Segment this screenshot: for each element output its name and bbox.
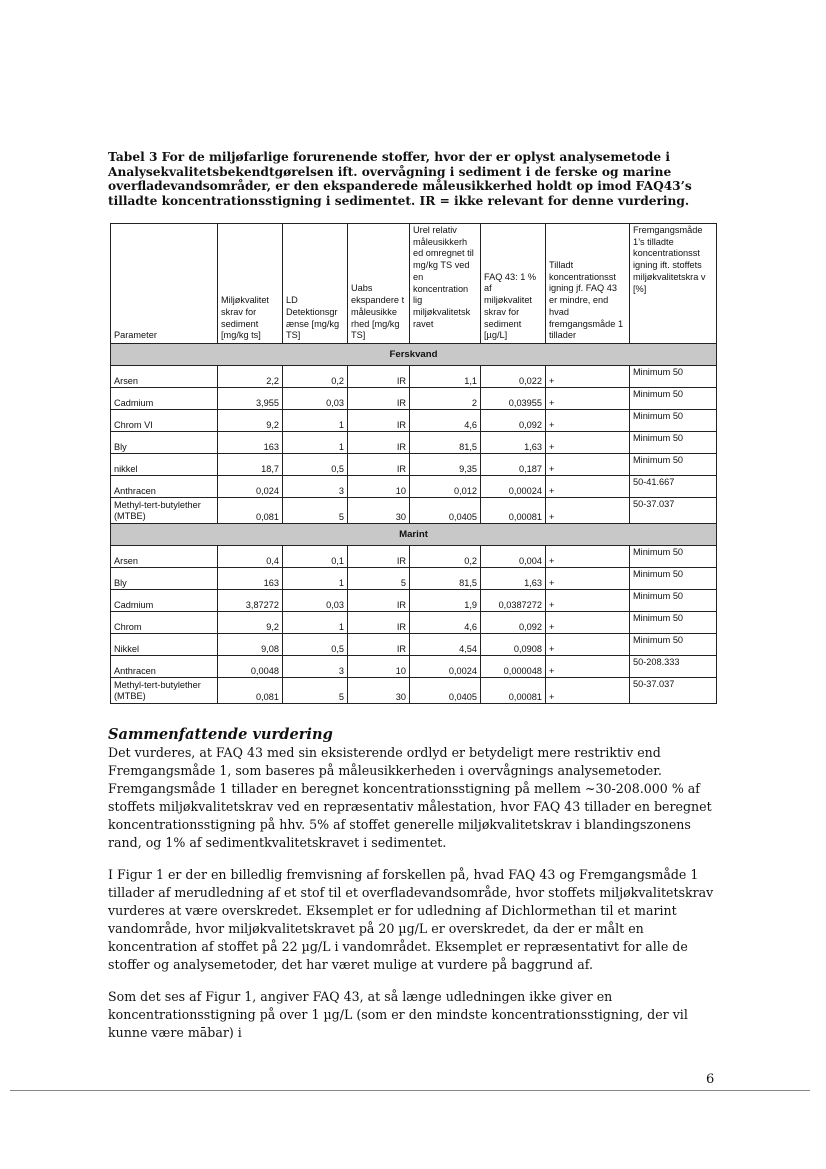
cell-parameter: Bly (111, 568, 218, 590)
paragraph-1: Det vurderes, at FAQ 43 med sin eksisterende ordlyd er betydeligt mere restriktiv end Fremgangsmåde 1, som baseres på måleusikkerheden i overvågnings analysemetoder. Fremgangsmåde 1 tillader en beregnet koncentrationsstigning på mellem ~30-208.000 % af stoffets miljøkvalitetskrav ved en repræsentativ målestation, hvor FAQ 43 tillader en beregnet koncentrationsstigning på hhv. 5% af stoffet generelle miljøkvalitetskrav i blandingszonens rand, og 1% af sedimentkvalitetskravet i sedimentet. (108, 745, 712, 850)
cell-uabs: IR (348, 612, 410, 634)
cell-detektionsgraense: 3 (283, 476, 348, 498)
table-row (111, 410, 717, 432)
cell-faq43: 0,004 (481, 546, 546, 568)
cell-miljokvalitetskrav: 2,2 (218, 366, 283, 388)
cell-detektionsgraense: 0,2 (283, 366, 348, 388)
section-row-marine (111, 524, 717, 546)
cell-fremgangsmaade: Minimum 50 (630, 546, 717, 568)
footer-divider (10, 1090, 810, 1091)
paragraph-2: I Figur 1 er der en billedlig fremvisning af forskellen på, hvad FAQ 43 og Fremgangsmåde 1 tillader af merudledning af et stof til et overfladevandsområde, hvor stoffets miljøkvalitetskrav vurderes at være overskredet. Eksemplet er for udledning af Dichlormethan til et marint vandområde, hvor miljøkvalitetskravet på 20 µg/L er overskredet, da der er målt en koncentration af stoffet på 22 µg/L i vandområdet. Eksemplet er repræsentativt for alle de stoffer og analysemetoder, det har været mulige at vurdere på baggrund af. (108, 867, 714, 972)
cell-faq43: 1,63 (481, 432, 546, 454)
section-heading: Sammenfattende vurdering (108, 726, 333, 743)
cell-uabs: IR (348, 410, 410, 432)
cell-fremgangsmaade: Minimum 50 (630, 634, 717, 656)
header-detektionsgraense: LD Detektionsgr ænse [mg/kg TS] (283, 224, 348, 344)
cell-urel: 1,9 (410, 590, 481, 612)
cell-fremgangsmaade: Minimum 50 (630, 590, 717, 612)
cell-tilladt: + (546, 634, 630, 656)
cell-miljokvalitetskrav: 9,2 (218, 612, 283, 634)
cell-tilladt: + (546, 678, 630, 704)
cell-faq43: 0,03955 (481, 388, 546, 410)
table-row (111, 498, 717, 524)
cell-uabs: IR (348, 546, 410, 568)
cell-uabs: 10 (348, 476, 410, 498)
cell-fremgangsmaade: Minimum 50 (630, 366, 717, 388)
cell-tilladt: + (546, 432, 630, 454)
cell-urel: 0,2 (410, 546, 481, 568)
cell-faq43: 0,187 (481, 454, 546, 476)
cell-uabs: 5 (348, 568, 410, 590)
cell-detektionsgraense: 5 (283, 678, 348, 704)
cell-fremgangsmaade: Minimum 50 (630, 612, 717, 634)
cell-fremgangsmaade: Minimum 50 (630, 410, 717, 432)
cell-uabs: IR (348, 432, 410, 454)
cell-detektionsgraense: 1 (283, 410, 348, 432)
header-uabs: Uabs ekspandere t måleusikke rhed [mg/kg TS] (348, 224, 410, 344)
cell-detektionsgraense: 0,1 (283, 546, 348, 568)
cell-fremgangsmaade: Minimum 50 (630, 432, 717, 454)
section-row-fresh (111, 344, 717, 366)
cell-uabs: IR (348, 366, 410, 388)
cell-parameter: Chrom (111, 612, 218, 634)
cell-fremgangsmaade: 50-37.037 (630, 498, 717, 524)
table-row (111, 590, 717, 612)
cell-parameter: Nikkel (111, 634, 218, 656)
cell-fremgangsmaade: 50-208.333 (630, 656, 717, 678)
table-row (111, 568, 717, 590)
cell-uabs: 30 (348, 678, 410, 704)
cell-tilladt: + (546, 590, 630, 612)
cell-parameter: Anthracen (111, 656, 218, 678)
cell-faq43: 0,0908 (481, 634, 546, 656)
cell-detektionsgraense: 3 (283, 656, 348, 678)
cell-uabs: IR (348, 590, 410, 612)
cell-miljokvalitetskrav: 0,024 (218, 476, 283, 498)
header-tilladt: Tilladt koncentrationsst igning jf. FAQ 43 er mindre, end hvad fremgangsmåde 1 tillader (546, 224, 630, 344)
cell-urel: 1,1 (410, 366, 481, 388)
cell-urel: 4,6 (410, 612, 481, 634)
header-parameter: Parameter (111, 224, 218, 344)
section-label: Ferskvand (111, 344, 717, 366)
cell-tilladt: + (546, 546, 630, 568)
cell-faq43: 0,00081 (481, 678, 546, 704)
header-miljokvalitetskrav: Miljøkvalitet skrav for sediment [mg/kg ts] (218, 224, 283, 344)
table-row (111, 634, 717, 656)
cell-uabs: IR (348, 388, 410, 410)
cell-fremgangsmaade: 50-41.667 (630, 476, 717, 498)
table-row (111, 678, 717, 704)
cell-fremgangsmaade: Minimum 50 (630, 568, 717, 590)
cell-parameter: Arsen (111, 546, 218, 568)
cell-faq43: 1,63 (481, 568, 546, 590)
cell-urel: 0,0405 (410, 498, 481, 524)
cell-parameter: nikkel (111, 454, 218, 476)
header-faq43: FAQ 43: 1 % af miljøkvalitet skrav for sediment [µg/L] (481, 224, 546, 344)
table-row (111, 546, 717, 568)
cell-urel: 0,012 (410, 476, 481, 498)
cell-urel: 0,0405 (410, 678, 481, 704)
cell-parameter: Cadmium (111, 590, 218, 612)
cell-faq43: 0,092 (481, 410, 546, 432)
cell-detektionsgraense: 0,5 (283, 634, 348, 656)
table-row (111, 366, 717, 388)
cell-faq43: 0,00024 (481, 476, 546, 498)
cell-fremgangsmaade: Minimum 50 (630, 454, 717, 476)
cell-detektionsgraense: 0,5 (283, 454, 348, 476)
page-number: 6 (706, 1072, 715, 1087)
table-row (111, 612, 717, 634)
cell-tilladt: + (546, 388, 630, 410)
cell-uabs: 10 (348, 656, 410, 678)
cell-detektionsgraense: 1 (283, 612, 348, 634)
cell-uabs: IR (348, 634, 410, 656)
cell-miljokvalitetskrav: 9,08 (218, 634, 283, 656)
cell-miljokvalitetskrav: 0,4 (218, 546, 283, 568)
cell-parameter: Methyl-tert-butylether (MTBE) (111, 498, 218, 524)
cell-tilladt: + (546, 612, 630, 634)
table-row (111, 388, 717, 410)
cell-urel: 0,0024 (410, 656, 481, 678)
table-caption: Tabel 3 For de miljøfarlige forurenende stoffer, hvor der er oplyst analysemetode i Analysekvalitetsbekendtgørelsen ift. overvågning i sediment i de ferske og marine overfladevandsområder, er den ekspanderede måleusikkerhed holdt op imod FAQ43’s tilladte koncentrationsstigning i sedimentet. IR = ikke relevant for denne vurdering. (108, 150, 692, 208)
cell-urel: 81,5 (410, 568, 481, 590)
cell-tilladt: + (546, 410, 630, 432)
cell-detektionsgraense: 5 (283, 498, 348, 524)
cell-faq43: 0,022 (481, 366, 546, 388)
header-urel: Urel relativ måleusikkerh ed omregnet til mg/kg TS ved en koncentration lig miljøkvalitetsk ravet (410, 224, 481, 344)
cell-parameter: Chrom VI (111, 410, 218, 432)
cell-urel: 2 (410, 388, 481, 410)
cell-miljokvalitetskrav: 0,081 (218, 498, 283, 524)
cell-faq43: 0,000048 (481, 656, 546, 678)
cell-tilladt: + (546, 568, 630, 590)
cell-miljokvalitetskrav: 163 (218, 432, 283, 454)
paragraph-3: Som det ses af Figur 1, angiver FAQ 43, at så længe udledningen ikke giver en koncentrationsstigning på over 1 µg/L (som er den mindste koncentrationsstigning, der vil kunne være mābar) i (108, 989, 688, 1040)
cell-urel: 81,5 (410, 432, 481, 454)
cell-miljokvalitetskrav: 163 (218, 568, 283, 590)
cell-parameter: Methyl-tert-butylether (MTBE) (111, 678, 218, 704)
data-table (110, 223, 717, 704)
cell-tilladt: + (546, 656, 630, 678)
cell-detektionsgraense: 0,03 (283, 590, 348, 612)
cell-parameter: Bly (111, 432, 218, 454)
table-row (111, 432, 717, 454)
cell-parameter: Arsen (111, 366, 218, 388)
cell-miljokvalitetskrav: 3,87272 (218, 590, 283, 612)
cell-fremgangsmaade: Minimum 50 (630, 388, 717, 410)
cell-uabs: IR (348, 454, 410, 476)
cell-tilladt: + (546, 454, 630, 476)
table-row (111, 454, 717, 476)
cell-detektionsgraense: 1 (283, 568, 348, 590)
table-header-row (111, 224, 717, 344)
header-fremgangsmaade: Fremgangsmåde 1’s tilladte koncentrationsst igning ift. stoffets miljøkvalitetskra v [%] (630, 224, 717, 344)
cell-detektionsgraense: 0,03 (283, 388, 348, 410)
section-label: Marint (111, 524, 717, 546)
cell-urel: 4,54 (410, 634, 481, 656)
cell-parameter: Anthracen (111, 476, 218, 498)
cell-urel: 4,6 (410, 410, 481, 432)
cell-faq43: 0,00081 (481, 498, 546, 524)
cell-miljokvalitetskrav: 9,2 (218, 410, 283, 432)
table-row (111, 656, 717, 678)
cell-miljokvalitetskrav: 0,0048 (218, 656, 283, 678)
cell-urel: 9,35 (410, 454, 481, 476)
cell-parameter: Cadmium (111, 388, 218, 410)
cell-miljokvalitetskrav: 18,7 (218, 454, 283, 476)
cell-miljokvalitetskrav: 3,955 (218, 388, 283, 410)
cell-uabs: 30 (348, 498, 410, 524)
table-row (111, 476, 717, 498)
cell-fremgangsmaade: 50-37.037 (630, 678, 717, 704)
cell-tilladt: + (546, 476, 630, 498)
cell-detektionsgraense: 1 (283, 432, 348, 454)
cell-faq43: 0,092 (481, 612, 546, 634)
cell-miljokvalitetskrav: 0,081 (218, 678, 283, 704)
cell-faq43: 0,0387272 (481, 590, 546, 612)
cell-tilladt: + (546, 366, 630, 388)
cell-tilladt: + (546, 498, 630, 524)
